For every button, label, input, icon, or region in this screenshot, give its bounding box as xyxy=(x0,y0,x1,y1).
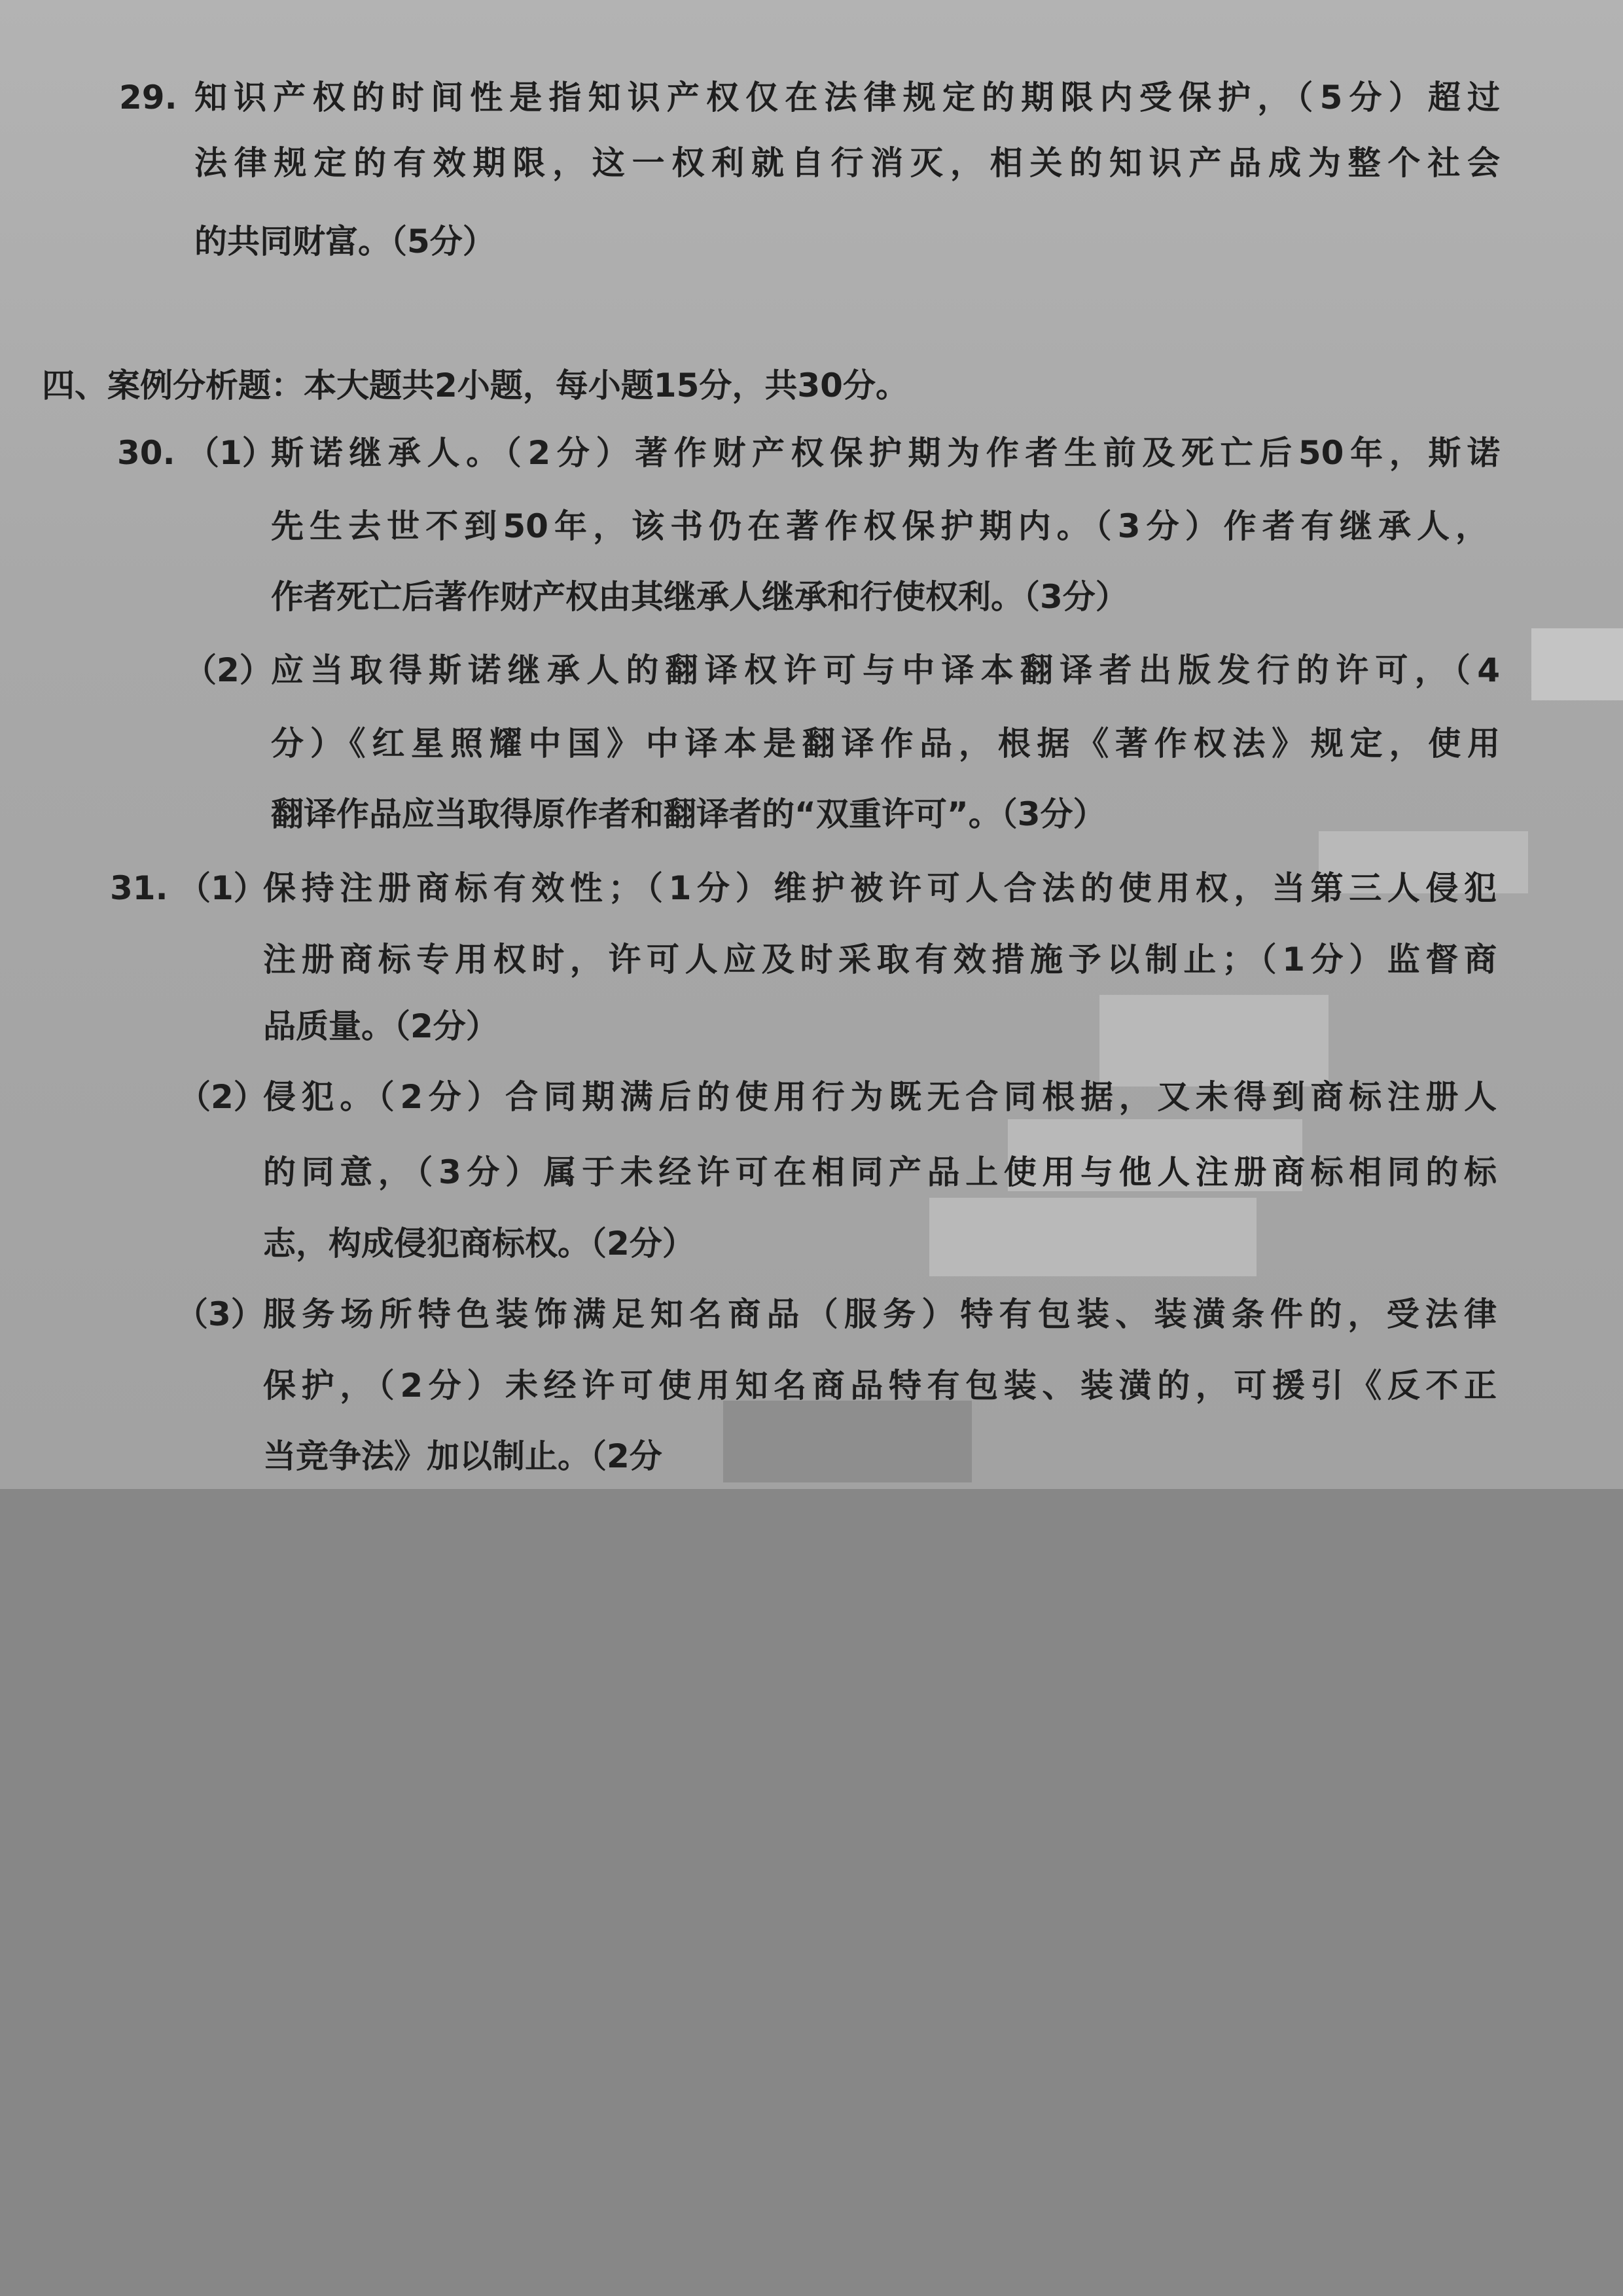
q31-p3-line: 保护，（2分）未经许可使用知名商品特有包装、装潢的，可援引《反不正 xyxy=(263,1367,1497,1405)
q31-p1-line: 品质量。（2分） xyxy=(263,1007,499,1045)
q30-p2-line: 应当取得斯诺继承人的翻译权许可与中译本翻译者出版发行的许可，（4 xyxy=(271,651,1500,689)
sub-label: （2） xyxy=(184,651,272,689)
section-heading: 四、案例分析题：本大题共2小题，每小题15分，共30分。 xyxy=(42,367,908,404)
q31-p3-line: 当竞争法》加以制止。（2分 xyxy=(263,1437,662,1475)
question-number: 30. xyxy=(117,434,175,472)
sub-label: （1） xyxy=(178,869,266,907)
redaction-patch xyxy=(723,1401,972,1482)
sub-label: （2） xyxy=(178,1078,266,1116)
question-number: 31. xyxy=(110,869,168,907)
redaction-patch xyxy=(1099,995,1329,1086)
q29-line: 知识产权的时间性是指知识产权仅在法律规定的期限内受保护，（5分）超过 xyxy=(194,79,1500,117)
q29-line: 的共同财富。（5分） xyxy=(194,223,495,260)
sub-label: （3） xyxy=(175,1295,264,1333)
question-number: 29. xyxy=(119,79,177,117)
q30-p2-line: 翻译作品应当取得原作者和翻译者的“双重许可”。（3分） xyxy=(271,795,1106,833)
redaction-patch xyxy=(1531,628,1623,700)
q31-p1-line: 注册商标专用权时，许可人应及时采取有效措施予以制止；（1分）监督商 xyxy=(263,941,1497,978)
q30-p1-line: 斯诺继承人。（2分）著作财产权保护期为作者生前及死亡后50年，斯诺 xyxy=(271,434,1500,472)
q31-p3-line: 服务场所特色装饰满足知名商品（服务）特有包装、装潢条件的，受法律 xyxy=(263,1295,1497,1333)
q31-p2-line: 志，构成侵犯商标权。（2分） xyxy=(263,1225,695,1263)
q30-p1-line: 先生去世不到50年，该书仍在著作权保护期内。（3分）作者有继承人， xyxy=(271,507,1488,545)
q31-p1-line: 保持注册商标有效性；（1分）维护被许可人合法的使用权，当第三人侵犯 xyxy=(263,869,1497,907)
q30-p1-line: 作者死亡后著作财产权由其继承人继承和行使权利。（3分） xyxy=(271,578,1128,616)
q29-line: 法律规定的有效期限，这一权利就自行消灭，相关的知识产品成为整个社会 xyxy=(194,144,1500,182)
q30-p2-line: 分）《红星照耀中国》中译本是翻译作品，根据《著作权法》规定，使用 xyxy=(271,725,1500,762)
q31-p2-line: 侵犯。（2分）合同期满后的使用行为既无合同根据，又未得到商标注册人 xyxy=(263,1078,1497,1116)
q31-p2-line: 的同意，（3分）属于未经许可在相同产品上使用与他人注册商标相同的标 xyxy=(263,1153,1497,1191)
redaction-patch xyxy=(929,1198,1257,1276)
sub-label: （1） xyxy=(187,434,275,472)
